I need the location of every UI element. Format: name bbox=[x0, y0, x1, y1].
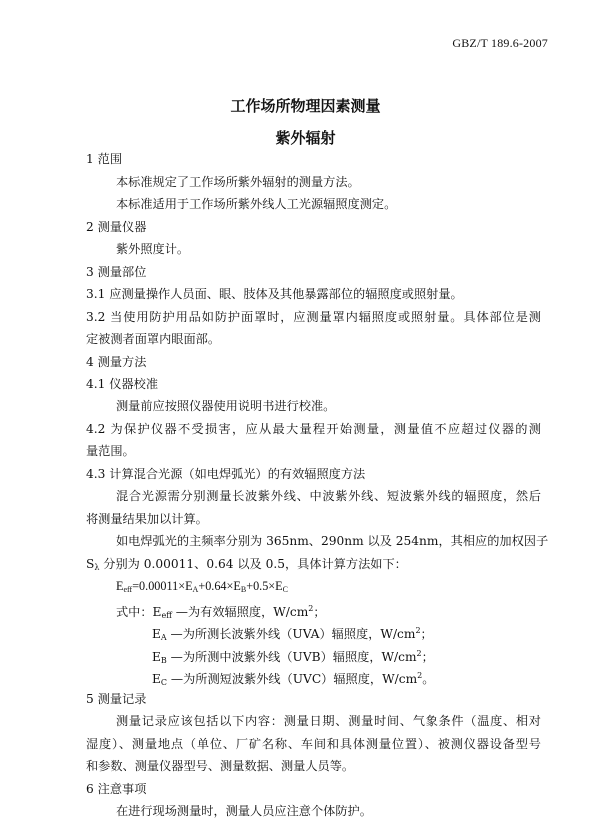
standard-number: GBZ/T 189.6-2007 bbox=[452, 36, 548, 50]
paragraph-line: 和参数、测量仪器型号、测量数据、测量人员等。 bbox=[86, 759, 355, 773]
subscript: eff bbox=[123, 585, 133, 594]
text-run: —为所测长波紫外线（UVA）辐照度，W/cm bbox=[166, 627, 416, 641]
text-run: E bbox=[152, 627, 161, 641]
text-run: —为所测短波紫外线（UVC）辐照度，W/cm bbox=[167, 672, 418, 686]
symbol-s: S bbox=[86, 557, 95, 571]
paragraph-line: 如电焊弧光的主频率分别为 365nm、290nm 以及 254nm，其相应的加权因子 bbox=[116, 534, 549, 548]
paragraph-line: 定被测者面罩内眼面部。 bbox=[86, 332, 221, 346]
formula-part: E bbox=[116, 579, 124, 593]
subscript: A bbox=[160, 633, 167, 642]
paragraph-line: 3.2 当使用防护用品如防护面罩时，应测量罩内辐照度或照射量。具体部位是测 bbox=[86, 310, 541, 324]
section-heading-scope: 1 范围 bbox=[86, 152, 123, 166]
formula-part: +0.64×E bbox=[198, 579, 241, 593]
subscript: B bbox=[160, 656, 167, 665]
paragraph-line: 本标准适用于工作场所紫外线人工光源辐照度测定。 bbox=[116, 197, 397, 211]
paragraph-line: 湿度）、测量地点（单位、厂矿名称、车间和具体测量位置）、被测仪器设备型号 bbox=[86, 737, 541, 751]
paragraph-line: 3.1 应测量操作人员面、眼、肢体及其他暴露部位的辐照度或照射量。 bbox=[86, 287, 463, 301]
paragraph-line: 在进行现场测量时，测量人员应注意个体防护。 bbox=[116, 804, 372, 818]
paragraph-line: 本标准规定了工作场所紫外辐射的测量方法。 bbox=[116, 175, 360, 189]
section-heading-instrument: 2 测量仪器 bbox=[86, 220, 147, 234]
paragraph-line: 量范围。 bbox=[86, 444, 135, 458]
document-subtitle: 紫外辐射 bbox=[275, 129, 336, 147]
paragraph-line: 4.2 为保护仪器不受损害，应从最大量程开始测量，测量值不应超过仪器的测 bbox=[86, 422, 541, 436]
text-run: —为有效辐照度，W/cm bbox=[171, 605, 309, 619]
subscript: C bbox=[282, 585, 288, 594]
subsection-heading: 4.3 计算混合光源（如电焊弧光）的有效辐照度方法 bbox=[86, 467, 366, 481]
section-heading-location: 3 测量部位 bbox=[86, 265, 147, 279]
weighting-factor-line bbox=[86, 556, 541, 576]
formula-legend-line bbox=[152, 646, 541, 669]
subscript: eff bbox=[161, 611, 172, 620]
subsection-heading: 4.1 仪器校准 bbox=[86, 377, 159, 391]
paragraph-line: 紫外照度计。 bbox=[116, 242, 190, 256]
text-run: E bbox=[152, 650, 161, 664]
paragraph-line: 将测量结果加以计算。 bbox=[86, 512, 208, 526]
formula-part: =0.00011×E bbox=[132, 579, 193, 593]
document-title: 工作场所物理因素测量 bbox=[230, 97, 381, 115]
subscript: λ bbox=[94, 563, 100, 572]
text-run: 。 bbox=[422, 672, 435, 686]
paragraph-line: 测量记录应该包括以下内容：测量日期、测量时间、气象条件（温度、相对 bbox=[116, 714, 541, 728]
paragraph-line: 测量前应按照仪器使用说明书进行校准。 bbox=[116, 399, 336, 413]
formula-legend-line bbox=[152, 623, 541, 646]
section-heading-method: 4 测量方法 bbox=[86, 355, 147, 369]
text-run: ； bbox=[420, 627, 433, 641]
superscript: 2 bbox=[416, 649, 422, 658]
superscript: 2 bbox=[308, 604, 314, 613]
text-run: ； bbox=[421, 650, 434, 664]
paragraph-line: 混合光源需分别测量长波紫外线、中波紫外线、短波紫外线的辐照度，然后 bbox=[116, 489, 541, 503]
section-heading-notes: 6 注意事项 bbox=[86, 782, 147, 796]
superscript: 2 bbox=[417, 671, 423, 680]
text-run: ； bbox=[313, 605, 326, 619]
text-run: 式中：E bbox=[116, 605, 162, 619]
text-run: 分别为 0.00011、0.64 以及 0.5，具体计算方法如下： bbox=[99, 557, 407, 571]
superscript: 2 bbox=[415, 626, 421, 635]
subscript: A bbox=[192, 585, 199, 594]
text-run: —为所测中波紫外线（UVB）辐照度，W/cm bbox=[166, 650, 417, 664]
text-run: E bbox=[152, 672, 161, 686]
formula-part: +0.5×E bbox=[246, 579, 283, 593]
subscript: C bbox=[160, 678, 168, 687]
formula-legend-line bbox=[152, 668, 541, 691]
subscript: B bbox=[240, 585, 247, 594]
formula-line bbox=[116, 578, 541, 598]
formula-legend-line bbox=[116, 601, 541, 624]
section-heading-record: 5 测量记录 bbox=[86, 692, 147, 706]
